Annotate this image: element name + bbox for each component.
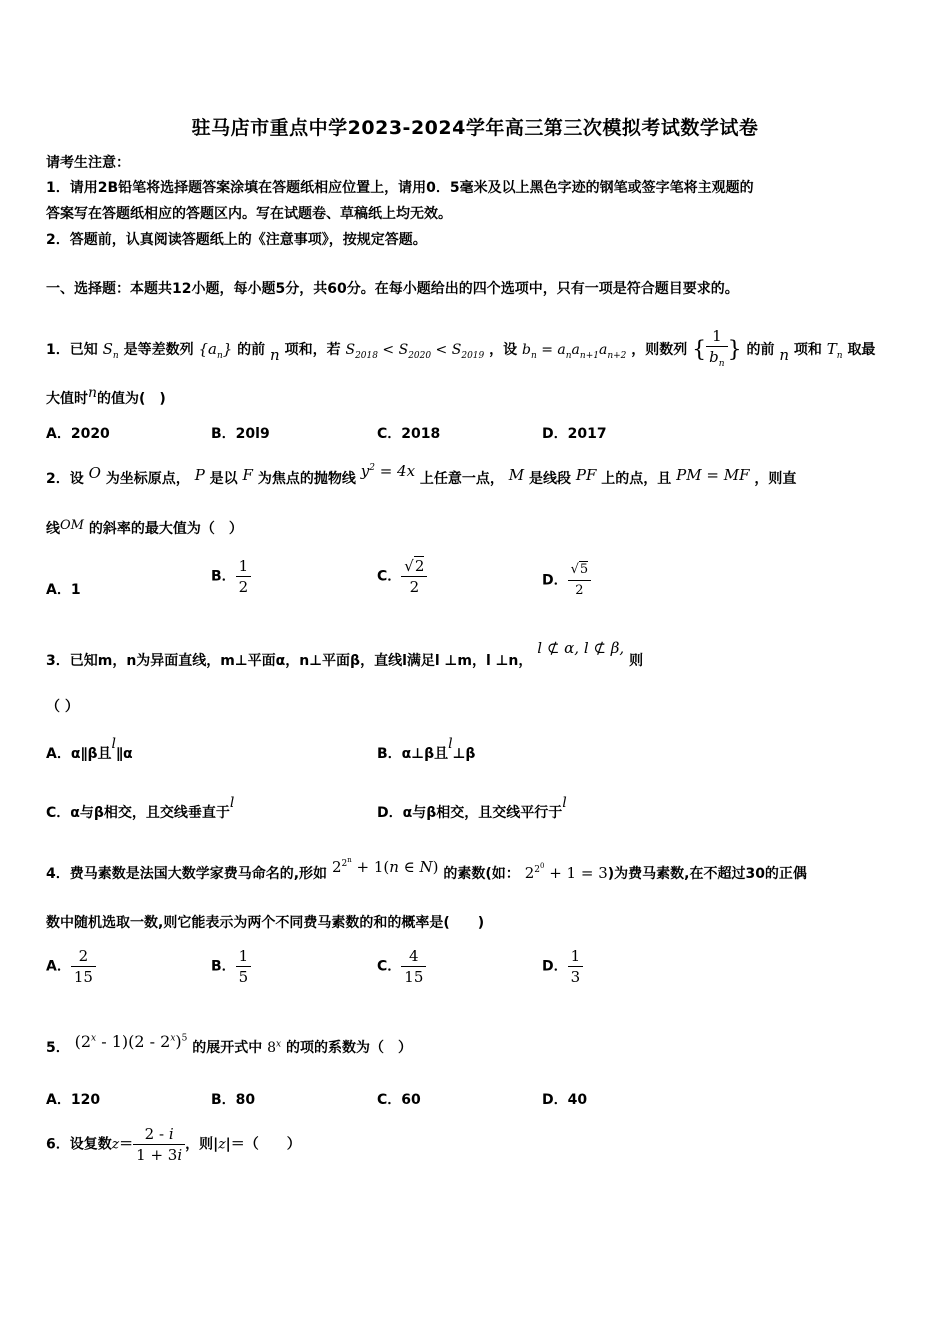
q2-option-b[interactable]: B． $\frac{1}{2}$	[211, 556, 251, 597]
question-5-line-1: 5． (2$^x$ - 1)(2 - 2$^x$)$^5$ 的展开式中 8$^x$ 的项的系数为（ ）	[46, 1032, 412, 1056]
question-3-line-2: （ ）	[46, 699, 79, 715]
q3-option-d[interactable]: D．α与β相交，且交线平行于l	[377, 795, 567, 821]
q5-option-c[interactable]: C．60	[377, 1092, 421, 1108]
q4-option-d[interactable]: D． $\frac{1}{3}$	[542, 946, 583, 987]
section-1-heading: 一、选择题：本题共12小题，每小题5分，共60分。在每小题给出的四个选项中，只有一项是符合题目要求的。	[46, 281, 739, 297]
q4-option-c[interactable]: C． $\frac{4}{15}$	[377, 946, 426, 987]
question-6-line-1: 6．设复数z＝ $\frac{2 - i}{1 + 3i}$ ，则|z|＝（ ）	[46, 1125, 301, 1164]
question-1-line-1: 1．已知 $S_n$ 是等差数列 $\{a_n\}$ 的前 n 项和，若 $S_{2018} < S_{2020} < S_{2019}$ ，设 $b_n = a_na_{n+1}a_{n+2}$ ，则数列 { $\frac{1}{b_n}$ } 的前 n 项和 $T_n$ 取最	[46, 327, 876, 369]
q2-option-d[interactable]: D． $\frac{√5}{2}$	[542, 560, 591, 601]
q5-option-a[interactable]: A．120	[46, 1092, 101, 1108]
q5-option-b[interactable]: B．80	[211, 1092, 256, 1108]
notice-1a: 1．请用2B铅笔将选择题答案涂填在答题纸相应位置上，请用0．5毫米及以上黑色字迹的钢笔或签字笔将主观题的	[46, 180, 754, 196]
q1-option-d[interactable]: D．2017	[542, 426, 607, 442]
question-2-line-2: 线OM 的斜率的最大值为（ ）	[46, 518, 243, 537]
q3-option-c[interactable]: C．α与β相交，且交线垂直于l	[46, 795, 235, 821]
question-4-line-2: 数中随机选取一数,则它能表示为两个不同费马素数的和的概率是( )	[46, 915, 485, 931]
notice-1b: 答案写在答题纸相应的答题区内。写在试题卷、草稿纸上均无效。	[46, 206, 452, 222]
question-3-line-1: 3．已知m，n为异面直线，m⊥平面α，n⊥平面β，直线l满足l ⊥m，l ⊥n， l ⊄ α, l ⊄ β, 则	[46, 639, 644, 669]
question-4-line-1: 4．费马素数是法国大数学家费马命名的,形如 $2^{2^n} + 1(n$ ∈ N) 的素数(如： $2^{2^0} + 1 = 3$)为费马素数,在不超过30的正偶	[46, 856, 807, 882]
q4-option-a[interactable]: A． $\frac{2}{15}$	[46, 946, 96, 987]
q1-option-a[interactable]: A．2020	[46, 426, 110, 442]
q2-option-c[interactable]: C． $\frac{√2}{2}$	[377, 556, 427, 597]
q5-option-d[interactable]: D．40	[542, 1092, 588, 1108]
page-title: 驻马店市重点中学2023-2024学年高三第三次模拟考试数学试卷	[191, 117, 759, 139]
notice-2: 2．答题前，认真阅读答题纸上的《注意事项》，按规定答题。	[46, 232, 427, 248]
q2-option-a[interactable]: A．1	[46, 582, 81, 598]
q3-option-b[interactable]: B．α⊥β且l⊥β	[377, 736, 476, 762]
q1-option-b[interactable]: B．20l9	[211, 426, 270, 442]
question-1-line-2: 大值时n的值为( )	[46, 385, 166, 407]
notice-heading: 请考生注意：	[46, 155, 130, 171]
q1-option-c[interactable]: C．2018	[377, 426, 441, 442]
q3-option-a[interactable]: A．α∥β且l∥α	[46, 736, 133, 762]
q4-option-b[interactable]: B． $\frac{1}{5}$	[211, 946, 251, 987]
question-2-line-1: 2．设 O 为坐标原点， P 是以 F 为焦点的抛物线 $y^2 = 4x$ 上任意一点， M 是线段 PF 上的点，且 PM = MF ，则直	[46, 462, 797, 487]
